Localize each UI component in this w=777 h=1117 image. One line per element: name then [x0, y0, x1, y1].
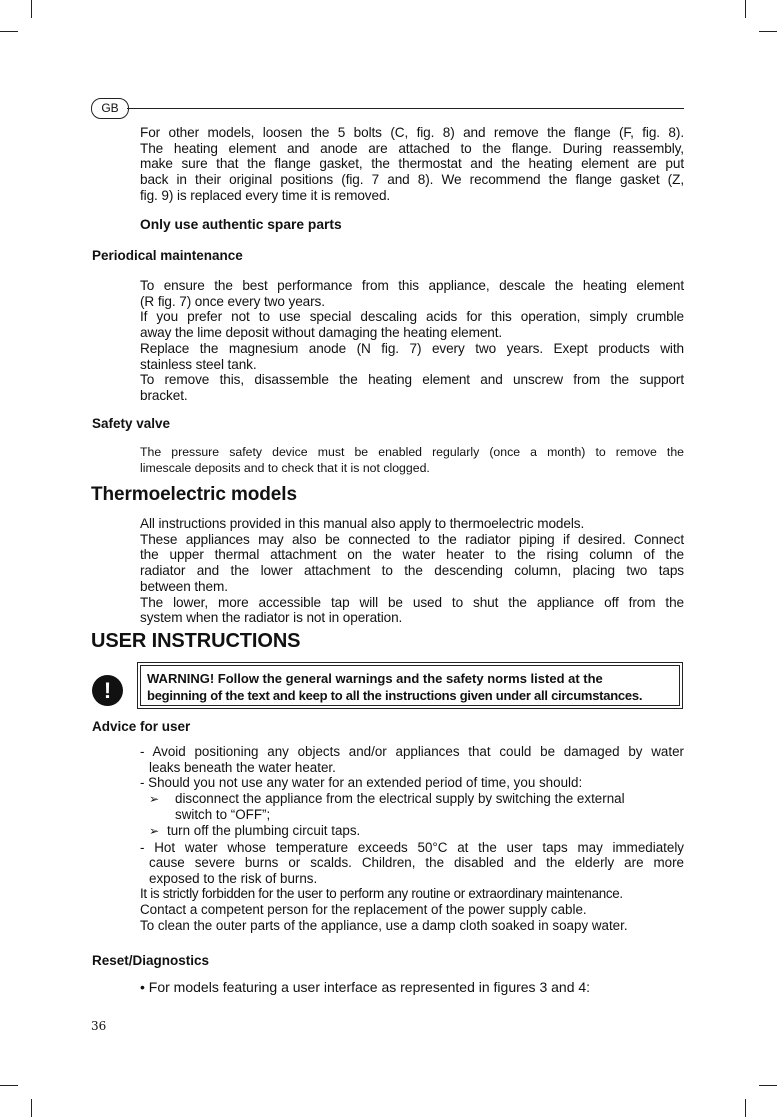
periodical-line: stainless steel tank. [140, 356, 257, 372]
thermo-line: These appliances may also be connected to the radiator piping if desired. Connect [140, 531, 684, 547]
periodical-line: (R fig. 7) once every two years. [140, 293, 325, 309]
advice-item: - Should you not use any water for an extended period of time, you should: [140, 775, 583, 791]
warning-line: WARNING! Follow the general warnings and the safety norms listed at the [147, 671, 603, 686]
advice-item: cause severe burns or scalds. Children, the disabled and the elderly are more [149, 855, 684, 871]
periodical-heading: Periodical maintenance [92, 248, 243, 263]
crop-mark [0, 1085, 18, 1086]
advice-subitem [140, 791, 684, 808]
intro-line: For other models, loosen the 5 bolts (C, fig. 8) and remove the flange (F, fig. 8). [140, 125, 684, 140]
advice-heading: Advice for user [92, 719, 191, 734]
reset-heading: Reset/Diagnostics [92, 953, 210, 968]
advice-subitem-text: turn off the plumbing circuit taps. [167, 822, 361, 838]
intro-line: The heating element and anode are attached to the flange. During reassembly, [140, 140, 684, 156]
intro-line: back in their original positions (fig. 7 and 8). We recommend the flange gasket (Z, [140, 172, 684, 188]
advice-item: It is strictly forbidden for the user to perform any routine or extraordinary maintenance. [140, 886, 623, 902]
periodical-line: To remove this, disassemble the heating element and unscrew from the support [140, 372, 684, 388]
exclamation-glyph: ! [103, 678, 112, 703]
reset-bullet [140, 979, 590, 995]
bullet-icon: • [140, 979, 145, 995]
advice-list [140, 744, 684, 933]
periodical-line: bracket. [140, 387, 188, 403]
exclamation-icon [92, 675, 123, 706]
thermo-line: the upper thermal attachment on the water heater to the rising column of the [140, 547, 684, 563]
thermo-heading: Thermoelectric models [91, 484, 297, 505]
crop-mark [745, 0, 746, 18]
periodical-line: To ensure the best performance from this appliance, descale the heating element [140, 278, 684, 293]
user-instructions-heading: USER INSTRUCTIONS [91, 630, 301, 652]
advice-item: leaks beneath the water heater. [149, 759, 336, 775]
arrow-bullet-icon: ➢ [149, 823, 160, 838]
intro-line: make sure that the flange gasket, the thermostat and the heating element are put [140, 156, 684, 172]
advice-item: To clean the outer parts of the appliance, use a damp cloth soaked in soapy water. [140, 917, 628, 933]
advice-item: - Avoid positioning any objects and/or appliances that could be damaged by water [140, 744, 684, 759]
arrow-bullet-icon: ➢ [149, 791, 160, 806]
thermo-line: radiator and the lower attachment to the descending column, placing two taps [140, 563, 684, 579]
periodical-line: Replace the magnesium anode (N fig. 7) every two years. Exept products with [140, 340, 684, 356]
thermo-line: The lower, more accessible tap will be used to shut the appliance off from the [140, 594, 684, 610]
reset-line: For models featuring a user interface as represented in figures 3 and 4: [148, 979, 591, 995]
intro-paragraph [140, 125, 684, 204]
language-tab: GB [91, 98, 129, 119]
periodical-paragraph [140, 278, 684, 404]
advice-item: exposed to the risk of burns. [149, 870, 318, 886]
page-number: 36 [91, 1019, 107, 1033]
safety-line: The pressure safety device must be enabled regularly (once a month) to remove the [140, 445, 684, 459]
crop-mark [759, 1085, 777, 1086]
safety-line: limescale deposits and to check that it is not clogged. [140, 460, 430, 475]
header-rule [127, 108, 684, 109]
safety-paragraph [140, 445, 684, 476]
warning-box [140, 665, 680, 706]
crop-mark [0, 31, 18, 32]
advice-item: Contact a competent person for the replacement of the power supply cable. [140, 901, 587, 917]
advice-item: switch to “OFF”; [175, 807, 271, 823]
periodical-line: away the lime deposit without damaging the heating element. [140, 325, 503, 341]
advice-subitem-text: disconnect the appliance from the electrical supply by switching the external [175, 790, 625, 806]
safety-heading: Safety valve [92, 416, 171, 431]
crop-mark [745, 1099, 746, 1117]
warning-line: beginning of the text and keep to all the instructions given under all circumstances. [147, 688, 643, 703]
intro-line: fig. 9) is replaced every time it is removed. [140, 187, 391, 203]
thermo-line: between them. [140, 578, 228, 594]
crop-mark [31, 1099, 32, 1117]
crop-mark [759, 31, 777, 32]
thermo-line: system when the radiator is not in operation. [140, 610, 403, 626]
thermo-paragraph [140, 516, 684, 626]
advice-item: - Hot water whose temperature exceeds 50°C at the user taps may immediately [140, 839, 684, 855]
authentic-parts-note: Only use authentic spare parts [140, 217, 342, 232]
advice-subitem [140, 823, 684, 840]
thermo-line: All instructions provided in this manual also apply to thermoelectric models. [140, 516, 585, 531]
crop-mark [31, 0, 32, 18]
periodical-line: If you prefer not to use special descaling acids for this operation, simply crumble [140, 309, 684, 325]
